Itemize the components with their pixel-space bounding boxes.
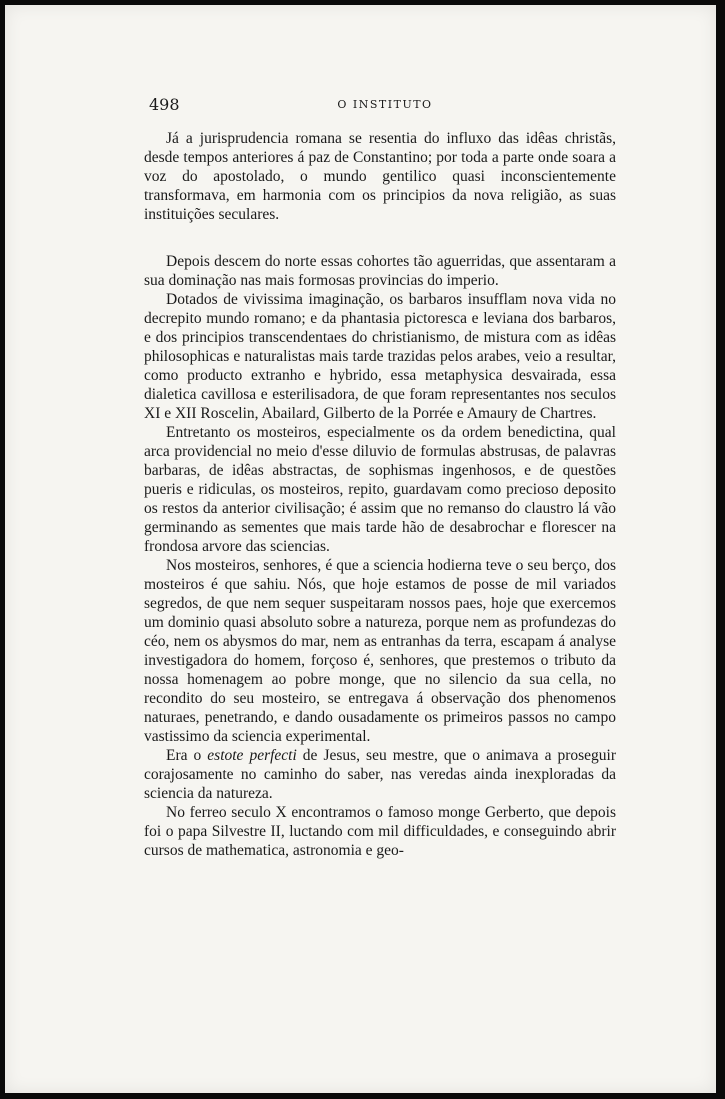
paragraph-dotados: Dotados de vivissima imaginação, os barbaros insufflam nova vida no decrepito mundo romano; e da phantasia pictoresca e leviana dos barbaros, e dos principios transcendentaes do christianismo, de mistura com as idêas philosophicas e naturalistas mais tarde trazidas pelos arabes, veio a resultar, como producto extranho e hybrido, essa metaphysica desvairada, essa dialetica cavillosa e esterilisadora, de que foram representantes nos seculos XI e XII Roscelin, Abailard, Gilberto de la Porrée e Amaury de Chartres. (144, 291, 616, 422)
paragraph-depois-descem: Depois descem do norte essas cohortes tão aguerridas, que assentaram a sua dominação nas mais formosas provincias do imperio. (144, 253, 616, 289)
paragraph-jurisprudencia: Já a jurisprudencia romana se resentia do influxo das idêas christãs, desde tempos anteriores á paz de Constantino; por toda a parte onde soara a voz do apostolado, o mundo gentilico quasi inconscientemente transformava, em harmonia com os principios da nova religião, as suas instituições seculares. (144, 130, 616, 223)
paragraph-era-o (144, 746, 616, 803)
running-title: O INSTITUTO (337, 98, 433, 111)
paragraph-entretanto: Entretanto os mosteiros, especialmente os da ordem benedictina, qual arca providencial no meio d'esse diluvio de formulas abstrusas, de palavras barbaras, de idêas abstractas, de sophismas ingenhosos, e de questões pueris e ridiculas, os mosteiros, repito, guardavam como precioso deposito os restos da anterior civilisação; é assim que no remanso do claustro lá vão germinando as sementes que mais tarde hão de desabrochar e florescer na frondosa arvore das sciencias. (144, 424, 616, 555)
page-number: 498 (149, 95, 180, 114)
paragraph-nos-mosteiros: Nos mosteiros, senhores, é que a sciencia hodierna teve o seu berço, dos mosteiros é que sahiu. Nós, que hoje estamos de posse de mil variados segredos, de que nem sequer suspeitaram nossos paes, hoje que exercemos um dominio quasi absoluto sobre a natureza, porque nem as profundezas do céo, nem os abysmos do mar, nem as entranhas da terra, escapam á analyse investigadora do homem, forçoso é, senhores, que prestemos o tributo da nossa homenagem ao pobre monge, que no silencio da sua cella, no recondito do seu mosteiro, se entregava á observação dos phenomenos naturaes, penetrando, e dando ousadamente os primeiros passos no campo vastissimo da sciencia experimental. (144, 557, 616, 745)
paragraph-era-o-start: Era o (166, 747, 208, 764)
body-text (144, 129, 616, 860)
paragraph-no-ferreo: No ferreo seculo X encontramos o famoso monge Gerberto, que depois foi o papa Silvestre II, luctando com mil difficuldades, e conseguindo abrir cursos de mathematica, astronomia e geo- (144, 804, 616, 859)
latin-quote: estote perfecti (207, 747, 297, 764)
paragraph-era-o-end: de Jesus, seu mestre, que o animava a proseguir corajosamente no caminho do saber, nas veredas ainda inexploradas da sciencia da natureza. (144, 747, 617, 802)
page-header (144, 95, 626, 117)
